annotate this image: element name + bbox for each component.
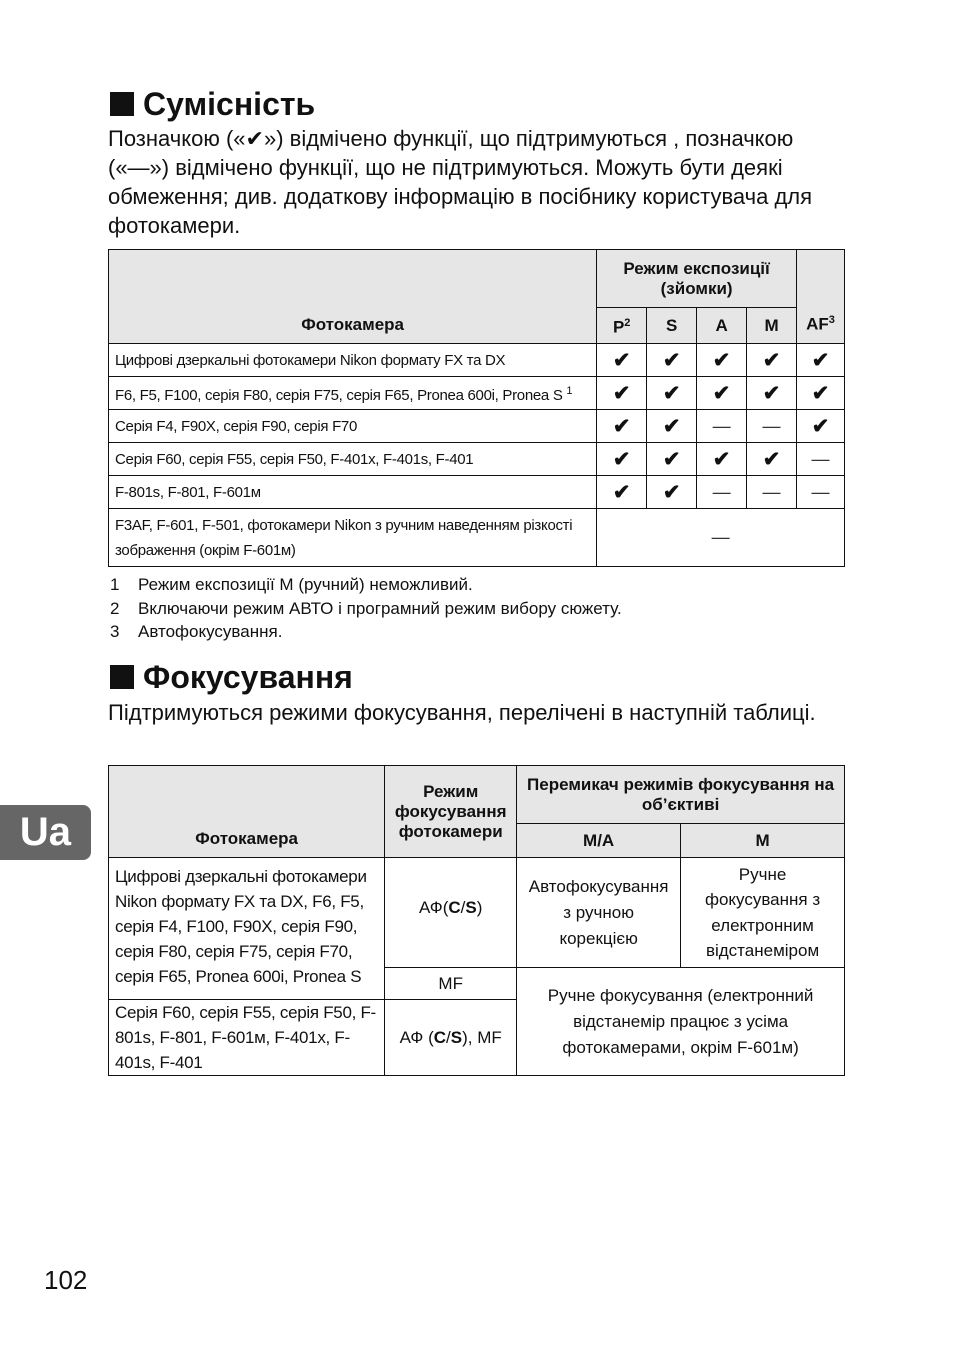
support-cell: — <box>747 410 797 443</box>
ma-cell: Автофокусування з ручною корекцією <box>517 858 681 968</box>
support-cell: ✔ <box>647 443 697 476</box>
support-cell: — <box>697 476 747 509</box>
support-cell: ✔ <box>597 476 647 509</box>
support-cell: ✔ <box>697 344 747 377</box>
table-row <box>109 858 845 968</box>
support-cell: ✔ <box>697 377 747 410</box>
support-cell: ✔ <box>797 410 845 443</box>
support-cell: — <box>747 476 797 509</box>
focusing-intro: Підтримуються режими фокусування, перелічені в наступній таблиці. <box>108 700 816 725</box>
camera-cell: Цифрові дзеркальні фотокамери Nikon формату FX та DX <box>109 344 597 377</box>
language-tab-ua: Ua <box>0 805 91 860</box>
camera-cell: Серія F4, F90X, серія F90, серія F70 <box>109 410 597 443</box>
section-title-focusing <box>110 659 353 695</box>
support-cell: ✔ <box>697 443 747 476</box>
focus-mode-cell: АФ (C/S), MF <box>385 1000 517 1076</box>
table-row <box>109 344 845 377</box>
camera-cell: Серія F60, серія F55, серія F50, F-801s, F-801, F-601м, F-401x, F-401s, F-401 <box>109 1000 385 1076</box>
camera-cell: Цифрові дзеркальні фотокамери Nikon формату FX та DX, F6, F5, серія F4, F100, F90X, серія F90, серія F80, серія F75, серія F70, серія F65, Pronea 600i, Pronea S <box>109 858 385 1000</box>
square-bullet-icon <box>110 92 134 116</box>
header-ma: M/A <box>517 824 681 858</box>
header-camera: Фотокамера <box>109 766 385 858</box>
header-lens-switch: Перемикач режимів фокусування на об’єктиві <box>517 766 845 824</box>
table-row <box>109 443 845 476</box>
page-number: 102 <box>44 1265 88 1295</box>
manual-focus-merged-cell: Ручне фокусування (електронний відстанемір працює з усіма фотокамерами, окрім F-601м) <box>517 968 845 1076</box>
header-p: $P^2$ <box>597 308 647 344</box>
support-cell-merged: — <box>597 509 845 567</box>
header-m: M <box>747 308 797 344</box>
support-cell: ✔ <box>597 344 647 377</box>
header-a: A <box>697 308 747 344</box>
compatibility-table <box>108 249 845 567</box>
support-cell: ✔ <box>647 344 697 377</box>
compatibility-intro: Позначкою («✔») відмічено функції, що підтримуються , позначкою («—») відмічено функції, що не підтримуються. Можуть бути деякі обмеження; див. додаткову інформацію в посібнику користувача для фотокамери. <box>108 126 813 238</box>
section-title-text: Сумісність <box>143 86 316 122</box>
focusing-table <box>108 765 845 1076</box>
support-cell: ✔ <box>647 377 697 410</box>
header-focus-mode: Режим фокусування фотокамери <box>385 766 517 858</box>
header-m: M <box>681 824 845 858</box>
support-cell: ✔ <box>747 443 797 476</box>
m-cell: Ручне фокусування з електронним відстанеміром <box>681 858 845 968</box>
support-cell: ✔ <box>647 476 697 509</box>
footnotes <box>110 573 622 644</box>
support-cell: — <box>797 476 845 509</box>
footnote: 1 Режим експозиції M (ручний) неможливий. <box>110 575 473 594</box>
support-cell: ✔ <box>597 443 647 476</box>
square-bullet-icon <box>110 665 134 689</box>
support-cell: ✔ <box>797 377 845 410</box>
table-row <box>109 410 845 443</box>
camera-cell: Серія F60, серія F55, серія F50, F-401x, F-401s, F-401 <box>109 443 597 476</box>
support-cell: ✔ <box>647 410 697 443</box>
support-cell: ✔ <box>747 377 797 410</box>
camera-cell: F3AF, F-601, F-501, фотокамери Nikon з ручним наведенням різкості зображення (окрім F-601м) <box>109 509 597 567</box>
camera-cell: F6, F5, F100, серія F80, серія F75, серія F65, Pronea 600i, Pronea S $^1$ <box>109 377 597 410</box>
table-row <box>109 377 845 410</box>
section-title-compatibility <box>110 86 315 122</box>
header-af: $AF^3$ <box>797 250 845 344</box>
focus-mode-cell: АФ(C/S) <box>385 858 517 968</box>
camera-cell: F-801s, F-801, F-601м <box>109 476 597 509</box>
table-row <box>109 476 845 509</box>
section-title-text: Фокусування <box>143 659 353 695</box>
header-camera: Фотокамера <box>109 250 597 344</box>
support-cell: — <box>697 410 747 443</box>
support-cell: ✔ <box>597 410 647 443</box>
support-cell: ✔ <box>597 377 647 410</box>
support-cell: ✔ <box>797 344 845 377</box>
table-row <box>109 509 845 567</box>
support-cell: ✔ <box>747 344 797 377</box>
focus-mode-cell: MF <box>385 968 517 1000</box>
footnote: 2 Включаючи режим АВТО і програмний режим вибору сюжету. <box>110 598 622 618</box>
header-exposure-mode: Режим експозиції (зйомки) <box>597 250 797 308</box>
support-cell: — <box>797 443 845 476</box>
header-s: S <box>647 308 697 344</box>
footnote: 3 Автофокусування. <box>110 622 283 641</box>
